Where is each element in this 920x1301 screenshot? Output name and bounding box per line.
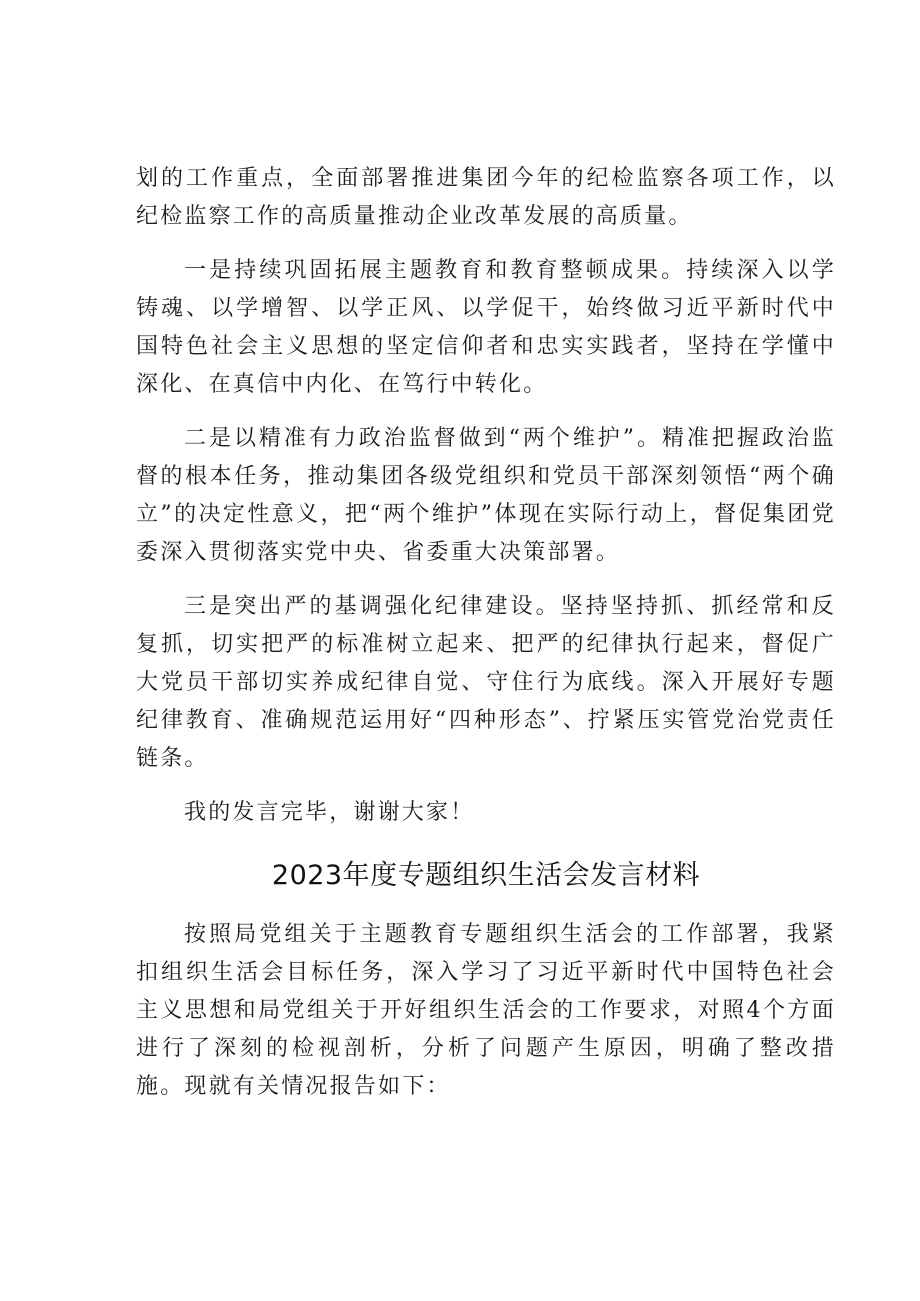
paragraph-first-point: 一是持续巩固拓展主题教育和教育整顿成果。持续深入以学铸魂、以学增智、以学正风、以学促干，始终做习近平新时代中国特色社会主义思想的坚定信仰者和忠实实践者，坚持在学懂中深化、在真信中内化、在笃行中转化。 — [136, 258, 836, 397]
closing-remark: 我的发言完毕，谢谢大家！ — [184, 800, 475, 825]
continuation-paragraph: 划的工作重点，全面部署推进集团今年的纪检监察各项工作，以纪检监察工作的高质量推动企业改革发展的高质量。 — [136, 166, 836, 229]
paragraph-third-point: 三是突出严的基调强化纪律建设。坚持坚持抓、抓经常和反复抓，切实把严的标准树立起来、把严的纪律执行起来，督促广大党员干部切实养成纪律自觉、守住行为底线。深入开展好专题纪律教育、准确规范运用好“四种形态”、拧紧压实管党治党责任链条。 — [136, 594, 836, 771]
section-title: 2023年度专题组织生活会发言材料 — [271, 860, 701, 891]
paragraph-second-point: 二是以精准有力政治监督做到“两个维护”。精准把握政治监督的根本任务，推动集团各级党组织和党员干部深刻领悟“两个确立”的决定性意义，把“两个维护”体现在实际行动上，督促集团党委深入贯彻落实党中央、省委重大决策部署。 — [136, 426, 836, 565]
section-intro-paragraph: 按照局党组关于主题教育专题组织生活会的工作部署，我紧扣组织生活会目标任务，深入学习了习近平新时代中国特色社会主义思想和局党组关于开好组织生活会的工作要求，对照4个方面进行了深刻的检视剖析，分析了问题产生原因，明确了整改措施。现就有关情况报告如下： — [136, 922, 836, 1099]
document-body — [136, 160, 836, 1106]
